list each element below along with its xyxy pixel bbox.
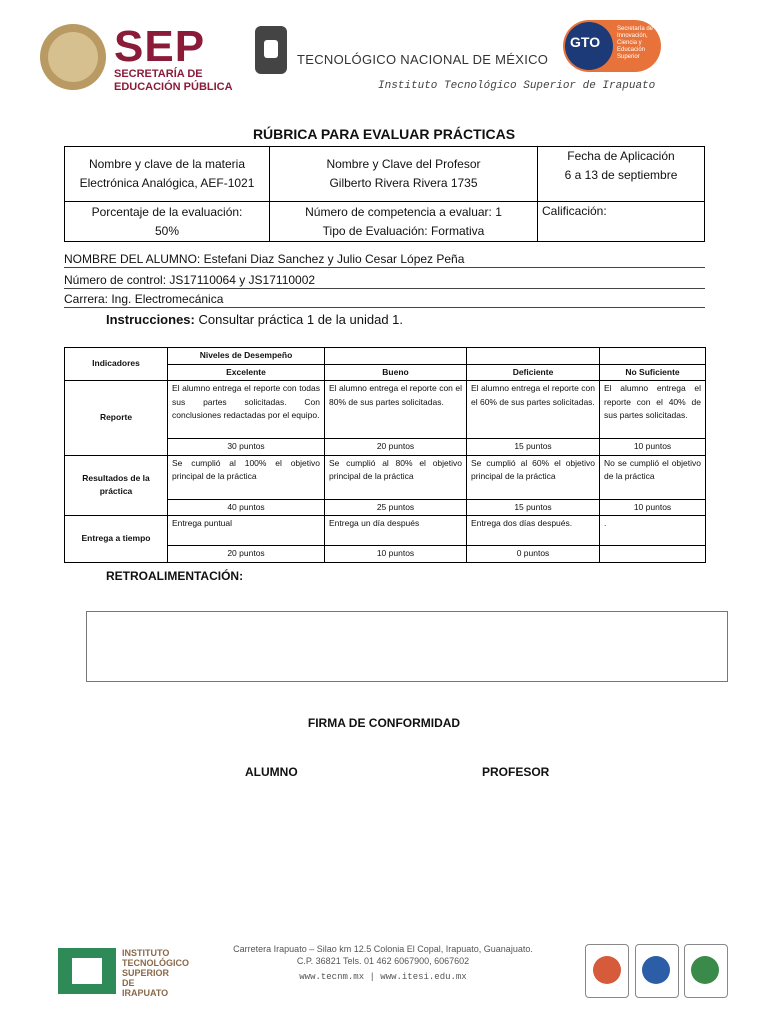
itesi-logo-text: INSTITUTO TECNOLÓGICO SUPERIOR DE IRAPUATO [122,948,189,998]
empty-header-cell [467,348,600,365]
criteria-cell: El alumno entrega el reporte con el 40% de sus partes solicitadas. [600,381,706,439]
tipo-evaluacion: Tipo de Evaluación: Formativa [322,223,485,238]
student-signature-label: ALUMNO [245,765,298,779]
competencia-cell [270,202,538,242]
certification-badge-icon [593,956,621,984]
indicator-name: Resultados de la práctica [65,455,168,516]
feedback-label: RETROALIMENTACIÓN: [106,569,244,583]
points-cell: 25 puntos [325,499,467,516]
tecnm-name: TECNOLÓGICO NACIONAL DE MÉXICO [297,52,549,67]
criteria-cell: Se cumplió al 60% el objetivo principal de la práctica [467,455,600,499]
empty-header-cell [325,348,467,365]
footer-websites: www.tecnm.mx | www.itesi.edu.mx [299,972,467,982]
profesor-cell [270,147,538,202]
criteria-cell: El alumno entrega el reporte con todas sus partes solicitadas. Con conclusiones redactadas por el equipo. [168,381,325,439]
materia-label: Nombre y clave de la materia [88,157,246,171]
points-cell: 10 puntos [600,439,706,456]
gto-logo-text: GTO [570,34,601,50]
criteria-cell: Se cumplió al 100% el objetivo principal de la práctica [168,455,325,499]
itesi-logo-mark-inner [72,958,102,984]
points-cell: 20 puntos [168,546,325,563]
points-cell: 30 puntos [168,439,325,456]
level-header: Deficiente [467,364,600,381]
materia-cell [65,147,270,202]
student-name-line: NOMBRE DEL ALUMNO: Estefani Diaz Sanchez y Julio Cesar López Peña [64,251,705,268]
profesor-value: Gilberto Rivera Rivera 1735 [329,176,478,190]
course-info-table [64,146,705,242]
porcentaje-label: Porcentaje de la evaluación: [91,204,243,219]
criteria-cell: El alumno entrega el reporte con el 60% de sus partes solicitadas. [467,381,600,439]
criteria-cell: No se cumplió el objetivo de la práctica [600,455,706,499]
level-header: Bueno [325,364,467,381]
tecnm-gear-center [264,40,278,58]
competencia-text: Número de competencia a evaluar: 1 [305,204,502,219]
points-cell: 15 puntos [467,439,600,456]
footer-address-line2: C.P. 36821 Tels. 01 462 6067900, 6067602 [296,956,470,966]
sep-subtitle-line1: SECRETARÍA DE [114,68,203,80]
criteria-cell: Entrega puntual [168,516,325,546]
institute-name: Instituto Tecnológico Superior de Irapuato [378,80,656,92]
certification-badge-icon [642,956,670,984]
gto-logo-subtitle: Secretaría de Innovación, Ciencia y Educación Superior [617,26,654,60]
porcentaje-cell [65,202,270,242]
footer-address [185,943,581,967]
points-cell: 15 puntos [467,499,600,516]
points-cell: 10 puntos [600,499,706,516]
instructions [106,312,403,327]
calificacion-cell [538,202,705,242]
criteria-cell: Se cumplió al 80% el objetivo principal de la práctica [325,455,467,499]
level-header: No Suficiente [600,364,706,381]
porcentaje-value: 50% [154,223,180,238]
fecha-label: Fecha de Aplicación [567,149,675,163]
points-cell: 0 puntos [467,546,600,563]
criteria-cell: El alumno entrega el reporte con el 80% de sus partes solicitadas. [325,381,467,439]
instructions-text: Consultar práctica 1 de la unidad 1. [198,312,403,327]
certification-badge-icon [691,956,719,984]
document-title: RÚBRICA PARA EVALUAR PRÁCTICAS [252,126,516,142]
indicator-name: Reporte [65,381,168,456]
indicadores-header: Indicadores [65,348,168,381]
materia-value: Electrónica Analógica, AEF-1021 [79,176,255,190]
teacher-signature-label: PROFESOR [482,765,550,779]
criteria-cell: . [600,516,706,546]
points-cell: 10 puntos [325,546,467,563]
career-line: Carrera: Ing. Electromecánica [64,291,705,308]
profesor-label: Nombre y Clave del Profesor [326,157,481,171]
points-cell: 40 puntos [168,499,325,516]
rubric-table [64,347,706,563]
signature-heading: FIRMA DE CONFORMIDAD [307,716,461,730]
fecha-cell [538,147,705,202]
indicator-name: Entrega a tiempo [65,516,168,563]
calificacion-label: Calificación: [542,204,607,218]
criteria-cell: Entrega dos días después. [467,516,600,546]
instructions-label: Instrucciones: [106,312,195,327]
sep-subtitle [114,68,233,94]
sep-logo-text: SEP [114,22,206,71]
feedback-box[interactable] [86,611,728,682]
level-header: Excelente [168,364,325,381]
niveles-header: Niveles de Desempeño [168,348,325,365]
control-number-line: Número de control: JS17110064 y JS17110002 [64,272,705,289]
points-cell [600,546,706,563]
empty-header-cell [600,348,706,365]
criteria-cell: Entrega un día después [325,516,467,546]
points-cell: 20 puntos [325,439,467,456]
fecha-value: 6 a 13 de septiembre [564,168,678,182]
sep-subtitle-line2: EDUCACIÓN PÚBLICA [114,81,233,93]
mexico-seal-center [48,32,98,82]
footer-address-line1: Carretera Irapuato – Silao km 12.5 Colonia El Copal, Irapuato, Guanajuato. [233,944,533,954]
